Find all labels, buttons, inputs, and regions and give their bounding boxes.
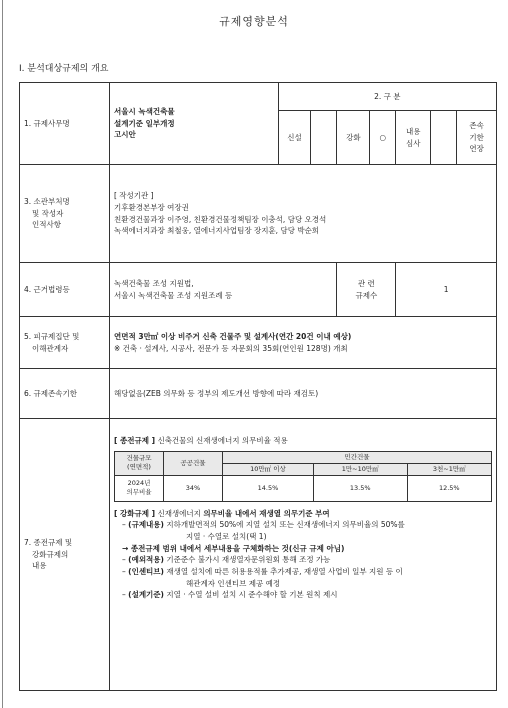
row-label-line: 의무비율 bbox=[126, 488, 152, 497]
label-regulated-group bbox=[20, 317, 110, 369]
regulation-content bbox=[110, 419, 497, 691]
type-new: 신설 bbox=[278, 111, 311, 165]
regulation-name bbox=[110, 83, 279, 165]
label-line: 규제수 bbox=[355, 290, 378, 300]
ratio-sub-header: 1만~10만㎡ bbox=[313, 463, 407, 475]
ratio-header-private: 민간건물 bbox=[223, 451, 492, 463]
item-text: 종전규제 범위 내에서 세부내용을 구체화하는 것(신규 규제 아님) bbox=[130, 543, 345, 553]
author-line: 기후환경본부장 여장권 bbox=[114, 202, 189, 212]
related-count: 1 bbox=[396, 263, 497, 317]
item-label: (예외적용) bbox=[128, 555, 164, 565]
regulated-group-main: 연면적 3만㎡ 이상 비주거 신축 건물주 및 설계사(연간 20건 이내 예상) bbox=[114, 331, 352, 341]
type-review: 내용 심사 bbox=[396, 111, 431, 165]
label-basis-law: 4. 근거법령등 bbox=[20, 263, 110, 317]
header-line: 건물규모 bbox=[126, 454, 152, 463]
type-extend: 존속 기한 연장 bbox=[457, 111, 497, 165]
ratio-header-size bbox=[115, 451, 164, 475]
item-prefix: – bbox=[122, 590, 129, 600]
ratio-table bbox=[114, 451, 492, 502]
ratio-value: 12.5% bbox=[407, 475, 491, 501]
regulated-group bbox=[110, 317, 497, 369]
overview-table bbox=[19, 82, 497, 691]
strengthened-regulation-emphasis: 의무비율 내에서 재생열 의무기준 부여 bbox=[203, 508, 330, 518]
item-text: 지열 · 수열 설비 설치 시 준수해야 할 기본 원칙 제시 bbox=[163, 590, 338, 600]
label-line: 5. 피규제집단 및 bbox=[24, 331, 80, 341]
regulated-group-note: ※ 건축 · 설계사, 시공사, 전문가 등 자문회의 35회(연인원 128명) 개최 bbox=[114, 343, 348, 353]
item-text: 기준준수 불가시 재생열자문위원회 통해 조정 가능 bbox=[163, 555, 331, 565]
item-prefix: → bbox=[122, 543, 131, 553]
author-info bbox=[110, 165, 497, 263]
ratio-row-label bbox=[115, 475, 164, 501]
ratio-value: 14.5% bbox=[223, 475, 314, 501]
label-regulation-name: 1. 규제사무명 bbox=[20, 83, 110, 165]
item-continuation: 지열 · 수열로 설치(택 1) bbox=[186, 532, 267, 542]
item-prefix: – bbox=[122, 520, 129, 530]
label-ministry bbox=[20, 165, 110, 263]
label-regulation-content bbox=[20, 419, 110, 691]
item-prefix: – bbox=[122, 555, 129, 565]
item-text: 재생열 설치에 따른 허용용적률 추가제공, 재생열 사업비 일부 지원 등 이 bbox=[163, 566, 403, 576]
duration: 해당없음(ZEB 의무화 등 정부의 제도개선 방향에 따라 재검토) bbox=[110, 369, 497, 419]
label-line: 및 작성자 bbox=[32, 208, 64, 218]
label-line: 인적사항 bbox=[32, 220, 61, 230]
item-label: (설계기준) bbox=[128, 590, 164, 600]
type-new-mark bbox=[311, 111, 337, 165]
page-left-rule bbox=[2, 0, 3, 708]
label-line: 3. 소관부처명 bbox=[24, 197, 70, 207]
content-item bbox=[114, 519, 492, 531]
regulation-name-line: 서울시 녹색건축물 bbox=[114, 107, 175, 117]
author-line: 친환경건물과장 이주영, 친환경건물정책팀장 이충석, 담당 오경석 bbox=[114, 214, 327, 224]
ratio-value: 34% bbox=[164, 475, 223, 501]
content-item bbox=[114, 554, 492, 566]
row-label-line: 2024년 bbox=[127, 479, 151, 488]
content-item bbox=[114, 589, 492, 601]
label-duration: 6. 규제존속기한 bbox=[20, 369, 110, 419]
strengthened-regulation-title: [ 강화규제 ] bbox=[114, 508, 156, 518]
type-strengthen: 강화 bbox=[337, 111, 370, 165]
strengthened-regulation bbox=[114, 508, 492, 520]
item-label: (인센티브) bbox=[128, 566, 164, 576]
type-strengthen-mark: ○ bbox=[370, 111, 396, 165]
previous-regulation bbox=[114, 435, 492, 447]
content-item bbox=[114, 543, 492, 555]
label-line: 강화규제의 bbox=[32, 549, 69, 559]
item-label: (규제내용) bbox=[128, 520, 164, 530]
content-item bbox=[114, 566, 492, 578]
regulation-name-line: 설계기준 일부개정 bbox=[114, 118, 175, 128]
law-line: 녹색건축물 조성 지원법, bbox=[114, 278, 194, 288]
regulation-name-line: 고시안 bbox=[114, 130, 136, 140]
type-review-mark bbox=[431, 111, 457, 165]
section-heading: Ⅰ. 분석대상규제의 개요 bbox=[19, 64, 109, 74]
ratio-value: 13.5% bbox=[313, 475, 407, 501]
label-related-count bbox=[337, 263, 396, 317]
ratio-sub-header: 10만㎡ 이상 bbox=[223, 463, 314, 475]
label-line: 7. 종전규제 및 bbox=[24, 538, 73, 548]
ratio-header-public: 공공건물 bbox=[164, 451, 223, 475]
ratio-sub-header: 3천~1만㎡ bbox=[407, 463, 491, 475]
strengthened-regulation-text: 신재생에너지 bbox=[155, 508, 204, 518]
author-line: [ 작성기관 ] bbox=[114, 191, 154, 201]
author-line: 녹색에너지과장 최철웅, 열에너지사업팀장 장지훈, 담당 박순희 bbox=[114, 226, 320, 236]
document-title: 규제영향분석 bbox=[219, 15, 289, 28]
previous-regulation-text: 신축건물의 신재생에너지 의무비율 적용 bbox=[155, 436, 288, 445]
previous-regulation-title: [ 종전규제 ] bbox=[114, 436, 156, 445]
label-line: 내용 bbox=[32, 561, 47, 571]
type-header: 2. 구 분 bbox=[278, 83, 496, 111]
basis-law bbox=[110, 263, 337, 317]
item-prefix: – bbox=[122, 566, 129, 576]
item-continuation: 해관계자 인센티브 제공 예정 bbox=[186, 578, 281, 588]
label-line: 관 련 bbox=[357, 278, 375, 288]
law-line: 서울시 녹색건축물 조성 지원조례 등 bbox=[114, 290, 233, 300]
label-line: 이해관계자 bbox=[32, 343, 69, 353]
header-line: (연면적) bbox=[127, 463, 151, 472]
item-text: 지하개발면적의 50%에 지열 설치 또는 신재생에너지 의무비율의 50%를 bbox=[163, 520, 405, 530]
